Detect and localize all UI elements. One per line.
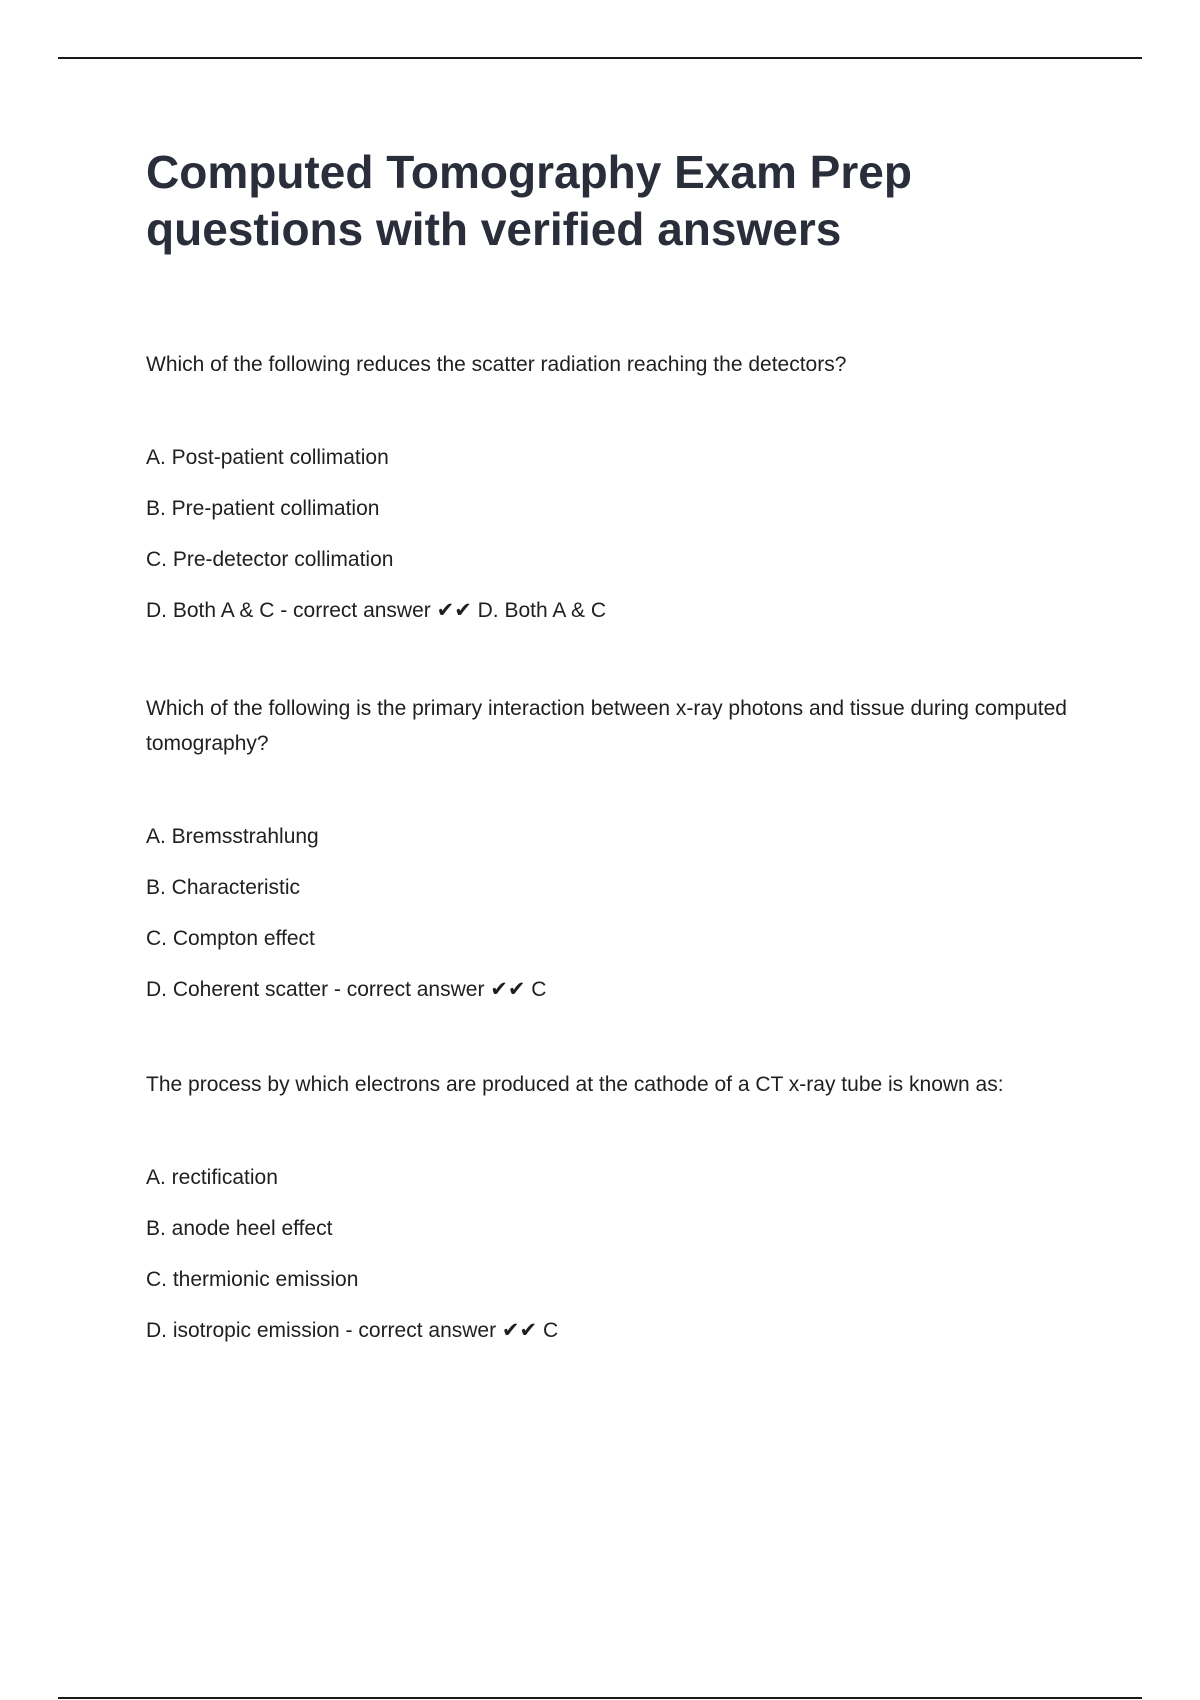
option-item-answer: D. Both A & C - correct answer ✔✔ D. Both A & C [146, 599, 607, 622]
option-list [146, 822, 1076, 1005]
option-item: B. anode heel effect [146, 1217, 333, 1240]
question-text: The process by which electrons are produced at the cathode of a CT x-ray tube is known as: [146, 1073, 1004, 1096]
option-item-answer: D. Coherent scatter - correct answer ✔✔ C [146, 978, 547, 1001]
option-list [146, 443, 1076, 626]
bottom-rule [58, 1697, 1142, 1699]
option-item: C. Compton effect [146, 927, 315, 950]
question-block-2 [146, 691, 1076, 1005]
option-item: C. Pre-detector collimation [146, 548, 394, 571]
option-item: A. Post-patient collimation [146, 446, 389, 469]
option-item: B. Characteristic [146, 876, 301, 899]
top-rule [58, 57, 1142, 59]
question-text: Which of the following reduces the scatter radiation reaching the detectors? [146, 353, 847, 376]
document-body [146, 144, 1076, 1346]
question-text: Which of the following is the primary interaction between x-ray photons and tissue during computed tomography? [146, 697, 1067, 755]
option-item: B. Pre-patient collimation [146, 497, 380, 520]
option-item: A. Bremsstrahlung [146, 825, 319, 848]
option-item: C. thermionic emission [146, 1268, 359, 1291]
question-block-3 [146, 1067, 1076, 1346]
page-title: Computed Tomography Exam Prep questions with verified answers [146, 146, 912, 255]
option-list [146, 1163, 1076, 1346]
option-item-answer: D. isotropic emission - correct answer ✔✔ C [146, 1319, 559, 1342]
option-item: A. rectification [146, 1166, 278, 1189]
question-block-1 [146, 347, 1076, 626]
